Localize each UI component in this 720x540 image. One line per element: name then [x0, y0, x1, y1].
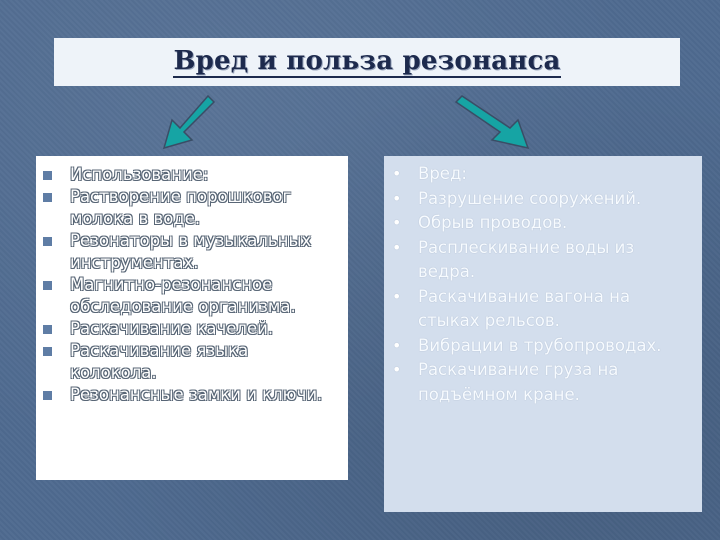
- harm-list-item: [392, 285, 694, 334]
- dot-bullet-icon: •: [392, 286, 402, 306]
- harm-panel: [384, 156, 702, 512]
- dot-bullet-icon: •: [392, 164, 402, 183]
- arrow-down-right-icon: [454, 92, 534, 152]
- square-bullet-icon: [43, 325, 52, 334]
- dot-bullet-icon: •: [392, 237, 402, 257]
- square-bullet-icon: [43, 281, 52, 290]
- harm-list-item: [392, 187, 694, 212]
- usage-item-text: Использование:: [70, 165, 209, 184]
- harm-item-text: Расплескивание воды из ведра.: [418, 237, 635, 281]
- square-bullet-icon: [43, 171, 52, 180]
- harm-list-item: [392, 358, 694, 407]
- usage-list-item: [70, 384, 340, 406]
- usage-panel: [36, 156, 348, 480]
- usage-list-item: [70, 274, 340, 318]
- square-bullet-icon: [43, 391, 52, 400]
- harm-list-item: [392, 334, 694, 359]
- usage-item-text: Резонансные замки и ключи.: [70, 385, 323, 404]
- dot-bullet-icon: •: [392, 188, 402, 208]
- title-box: [54, 38, 680, 86]
- usage-item-text: Раскачивание языка колокола.: [70, 341, 249, 382]
- harm-item-text: Раскачивание вагона на стыках рельсов.: [418, 286, 631, 330]
- usage-list: [70, 164, 340, 406]
- harm-list-item: [392, 162, 694, 187]
- square-bullet-icon: [43, 237, 52, 246]
- usage-item-text: Резонаторы в музыкальных инструментах.: [70, 231, 312, 272]
- square-bullet-icon: [43, 193, 52, 202]
- arrow-down-left-icon: [160, 92, 218, 152]
- harm-item-text: Раскачивание груза на подъёмном кране.: [418, 360, 619, 404]
- usage-item-text: Раскачивание качелей.: [70, 319, 274, 338]
- usage-list-item: [70, 230, 340, 274]
- dot-bullet-icon: •: [392, 360, 402, 379]
- square-bullet-icon: [43, 347, 52, 356]
- usage-item-text: Магнитно-резонансное обследование организма.: [70, 275, 296, 316]
- usage-item-text: Растворение порошковог молока в воде.: [70, 187, 292, 228]
- harm-item-text: Вибрации в трубопроводах.: [418, 335, 662, 355]
- usage-list-item: [70, 186, 340, 230]
- harm-list-item: [392, 236, 694, 285]
- harm-list: [392, 162, 694, 407]
- usage-list-item: [70, 164, 340, 186]
- usage-list-item: [70, 318, 340, 340]
- dot-bullet-icon: •: [392, 213, 402, 232]
- usage-list-item: [70, 340, 340, 384]
- dot-bullet-icon: •: [392, 335, 402, 355]
- harm-item-text: Обрыв проводов.: [418, 213, 568, 232]
- harm-item-text: Разрушение сооружений.: [418, 188, 642, 208]
- harm-list-item: [392, 211, 694, 236]
- harm-item-text: Вред:: [418, 164, 467, 183]
- slide-title: Вред и польза резонанса: [173, 46, 561, 76]
